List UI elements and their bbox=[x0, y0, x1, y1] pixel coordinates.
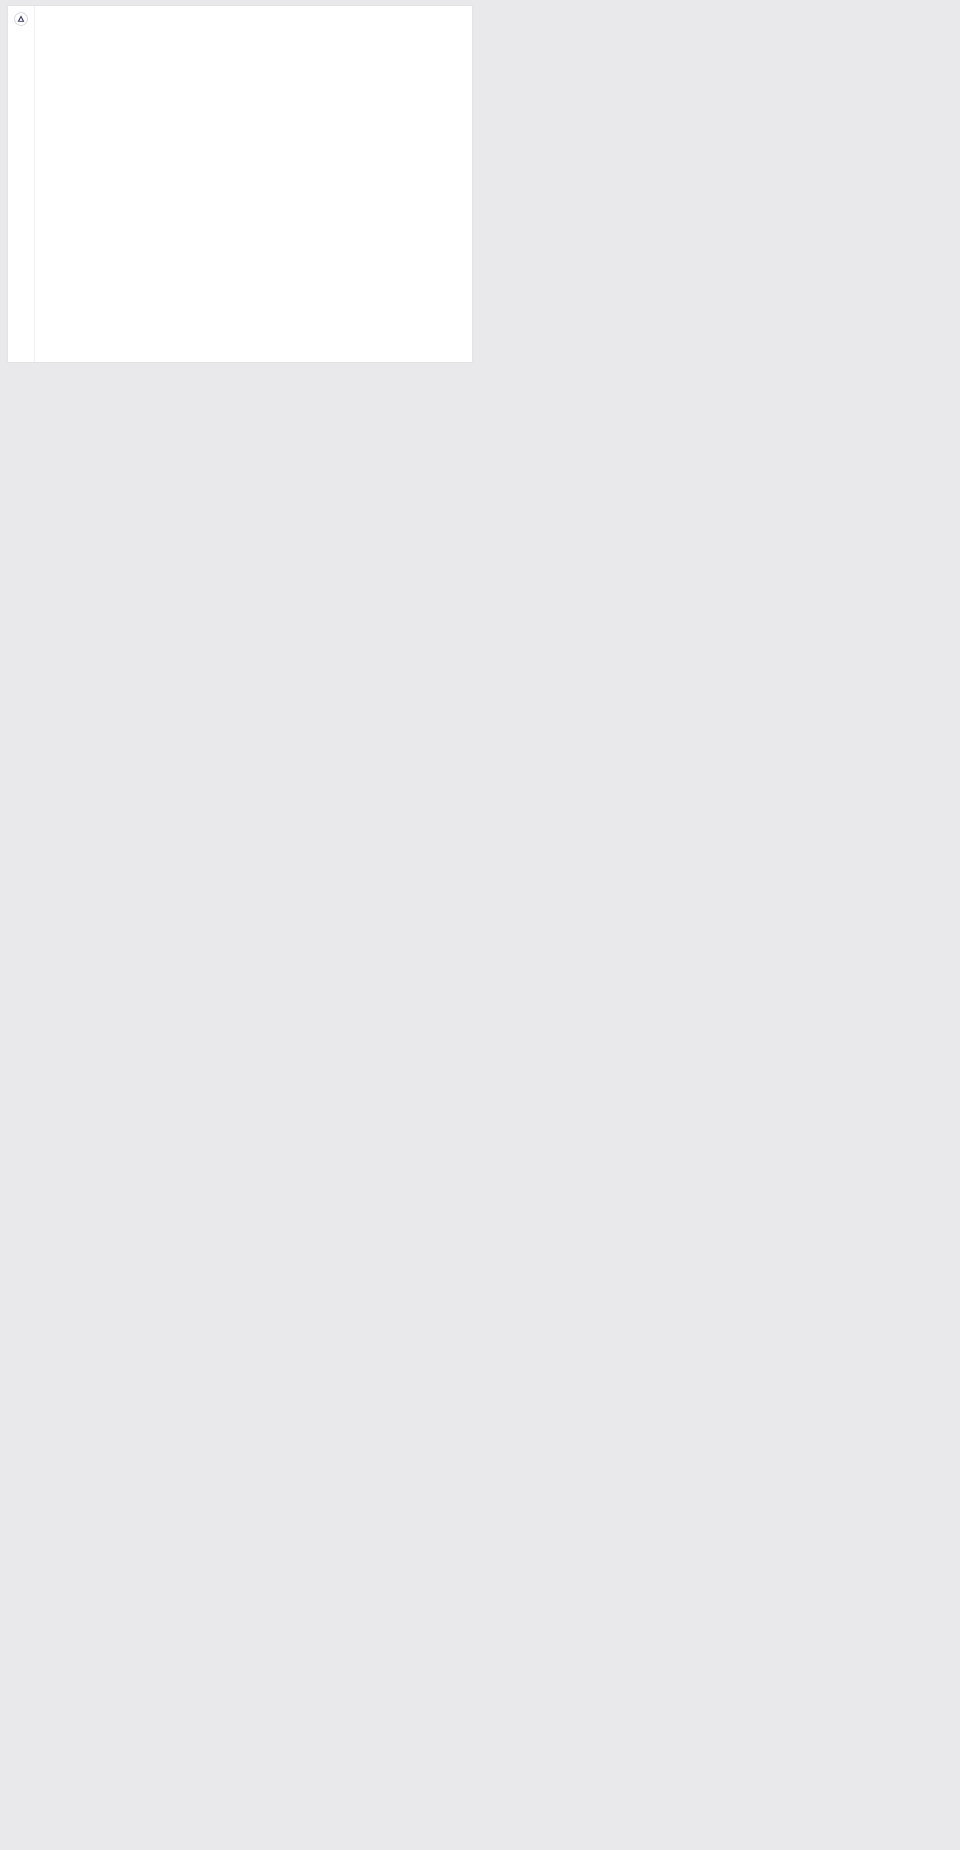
slide-grid bbox=[0, 0, 960, 370]
logo-icon bbox=[14, 12, 28, 26]
slide bbox=[8, 6, 472, 362]
slide-cell bbox=[0, 0, 480, 370]
slide-left-rail bbox=[8, 6, 35, 362]
slide-content bbox=[35, 6, 472, 348]
